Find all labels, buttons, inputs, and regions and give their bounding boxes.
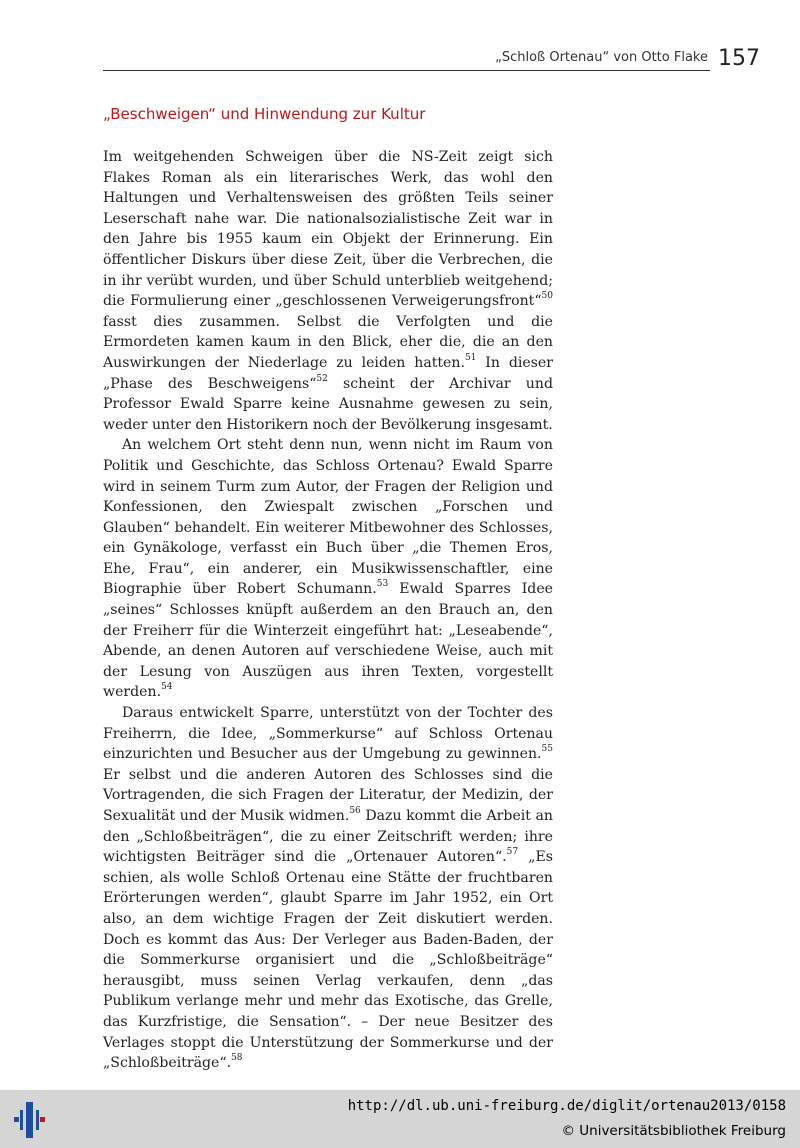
footnote-ref[interactable]: 52 [316,373,328,384]
footnote-ref[interactable]: 50 [541,291,553,302]
paragraph: Daraus entwickelt Sparre, unterstützt von der Tochter des Freiherrn, die Idee, „Sommerkurse“ auf Schloss Ortenau einzurichten und Besucher aus der Umgebung zu gewinnen.$^{55}$ Er selbst und die anderen Autoren des Schlosses sind die Vortragenden, die sich Fragen der Literatur, der Medizin, der Sexualität und der Musik widmen.$^{56}$ Dazu kommt die Arbeit an den „Schloßbeiträgen“, die zu einer Zeitschrift werden; ihre wichtigsten Beiträger sind die „Ortenauer Autoren“.$^{57}$ „Es schien, als wolle Schloß Ortenau eine Stätte der fruchtbaren Erörterungen werden“, glaubt Sparre im Jahr 1952, ein Ort also, an dem wichtige Fragen der Zeit diskutiert werden. Doch es kommt das Aus: Der Verleger aus Baden-Baden, der die Sommerkurse organisiert und die „Schloßbeiträge“ herausgibt, muss seinen Verlag verkaufen, denn „das Publikum verlange mehr und mehr das Exotische, das Grelle, das Kurzfristige, die Sensation“. – Der neue Besitzer des Verlages stoppt die Unterstützung der Sommerkurse und der „Schloßbeiträge“.$^{58}$ [103,705,553,1072]
paragraph: An welchem Ort steht denn nun, wenn nicht im Raum von Politik und Geschichte, das Schloss Ortenau? Ewald Sparre wird in seinem Turm zum Autor, der Fragen der Religion und Konfessionen, den Zwiespalt zwischen „Forschen und Glauben“ behandelt. Ein weiterer Mitbewohner des Schlosses, ein Gynäkologe, verfasst ein Buch über „die Themen Eros, Ehe, Frau“, ein anderer, ein Musikwissenschaftler, eine Biographie über Robert Schumann.$^{53}$ Ewald Sparres Idee „seines“ Schlosses knüpft außerdem an den Brauch an, den der Freiherr für die Winterzeit eingeführt hat: „Leseabende“, Abende, an denen Autoren auf verschiedene Weise, auch mit der Lesung von Auszügen aus ihren Texten, vorgestellt werden.$^{54}$ [103,437,553,701]
section-heading: „Beschweigen“ und Hinwendung zur Kultur [103,105,426,123]
paragraph: Im weitgehenden Schweigen über die NS-Zeit zeigt sich Flakes Roman als ein literarisches Werk, das wohl den Haltungen und Verhaltensweisen des größten Teils seiner Leserschaft nahe war. Die nationalsozialistische Zeit war in den Jahre bis 1955 kaum ein Objekt der Erinnerung. Ein öffentlicher Diskurs über diese Zeit, über die Verbrechen, die in ihr verübt wurden, und über Schuld unterblieb weitgehend; die Formulierung einer „geschlossenen Verweigerungsfront“$^{50}$ fasst dies zusammen. Selbst die Verfolgten und die Ermordeten kamen kaum in den Blick, eher die, die an den Auswirkungen der Niederlage zu leiden hatten.$^{51}$ In dieser „Phase des Beschweigens“$^{52}$ scheint der Archivar und Professor Ewald Sparre keine Ausnahme gewesen zu sein, weder unter den Historikern noch der Bevölkerung insgesamt. [103,149,553,433]
copyright-notice: © Universitätsbibliothek Freiburg [561,1123,786,1139]
page-header [103,46,760,72]
footnote-ref[interactable]: 55 [541,744,553,755]
running-title: „Schloß Ortenau“ von Otto Flake [495,50,708,65]
footnote-ref[interactable]: 58 [231,1053,243,1064]
body-text [103,147,553,1074]
footnote-ref[interactable]: 51 [464,352,477,363]
ub-freiburg-logo-icon[interactable] [10,1100,52,1140]
footnote-ref[interactable]: 53 [376,579,389,590]
footer-bar [0,1090,800,1148]
footnote-ref[interactable]: 56 [349,806,361,816]
header-rule [103,70,710,71]
footnote-ref[interactable]: 57 [506,847,519,858]
footnote-ref[interactable]: 54 [161,682,173,693]
source-url-link[interactable]: http://dl.ub.uni-freiburg.de/diglit/ortenau2013/0158 [347,1098,786,1114]
page-number: 157 [718,46,760,71]
